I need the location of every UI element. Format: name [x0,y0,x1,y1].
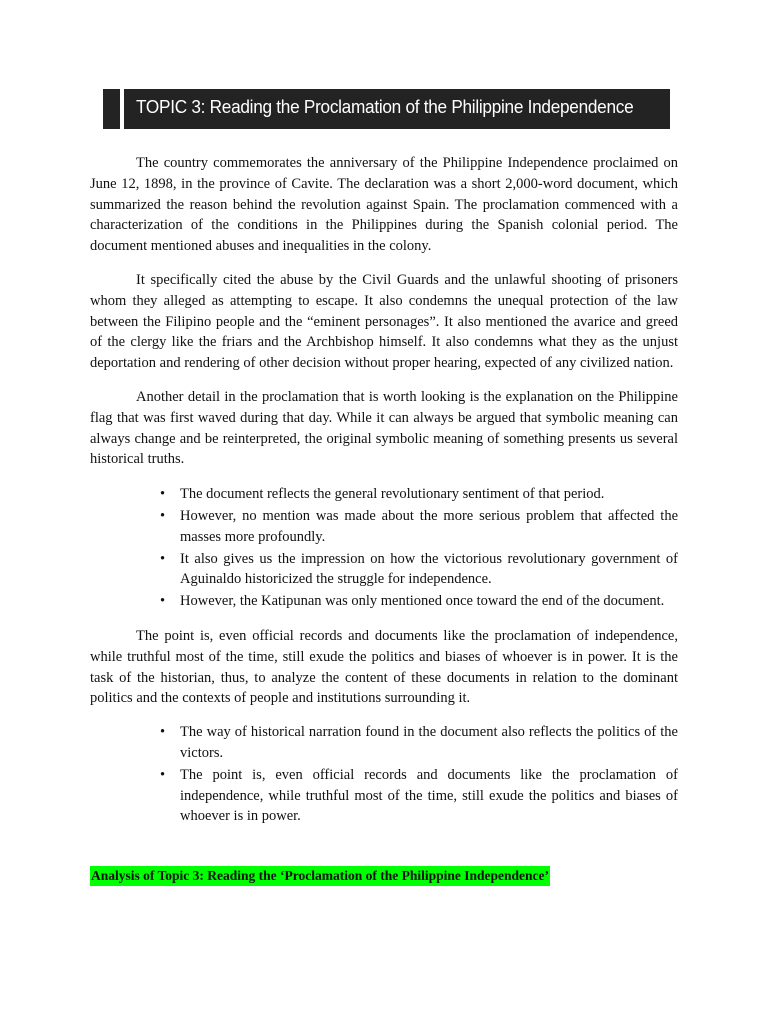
analysis-heading: Analysis of Topic 3: Reading the ‘Proclamation of the Philippine Independence’ [90,866,550,886]
paragraph-1: The country commemorates the anniversary of the Philippine Independence proclaimed on June 12, 1898, in the province of Cavite. The declaration was a short 2,000-word document, which summarized the reason behind the revolution against Spain. The proclamation commenced with a characterization of the conditions in the Philippines during the Spanish colonial period. The document mentioned abuses and inequalities in the colony. [90,155,678,255]
bullet-icon: • [160,486,166,503]
paragraph-2: It specifically cited the abuse by the Civil Guards and the unlawful shooting of prisoners whom they alleged as attempting to escape. It also condemns the unequal protection of the law between the Filipino people and the “eminent personages”. It also mentioned the avarice and greed of the clergy like the friars and the Archbishop himself. It also condemns what they as the unjust deportation and rendering of other decision without proper hearing, expected of any civilized nation. [90,271,678,372]
list-item: • The way of historical narration found in the document also reflects the politics of the victors. [160,724,678,761]
topic-title: TOPIC 3: Reading the Proclamation of the Philippine Independence [136,96,634,117]
list-item: • The point is, even official records and documents like the proclamation of independence, while truthful most of the time, still exude the politics and biases of whoever is in power. [160,766,678,825]
bullet-icon: • [160,593,166,610]
paragraph-3: Another detail in the proclamation that is worth looking is the explanation on the Philippine flag that was first waved during that day. While it can always be argued that symbolic meaning can always change and be reinterpreted, the original symbolic meaning of something presents us several historical truths. [90,388,678,468]
list-item: • However, no mention was made about the more serious problem that affected the masses more profoundly. [160,507,678,545]
bullet-icon: • [160,766,166,783]
list-item: • It also gives us the impression on how the victorious revolutionary government of Aguinaldo historicized the struggle for independence. [160,550,678,588]
list-item: • The document reflects the general revolutionary sentiment of that period. [180,484,678,505]
topic-banner [103,89,670,129]
bullet-icon: • [160,724,166,741]
bullet-icon: • [160,550,166,567]
banner-divider [120,89,124,129]
bullet-list-1 [90,484,678,612]
bullet-icon: • [160,507,166,524]
list-item: • However, the Katipunan was only mentioned once toward the end of the document. [180,591,678,612]
document-body [90,153,678,841]
bullet-list-2 [90,722,678,827]
paragraph-4: The point is, even official records and documents like the proclamation of independence, while truthful most of the time, still exude the politics and biases of whoever is in power. It is the task of the historian, thus, to analyze the content of these documents in relation to the dominant politics and the contexts of people and institutions surrounding it. [90,627,678,707]
